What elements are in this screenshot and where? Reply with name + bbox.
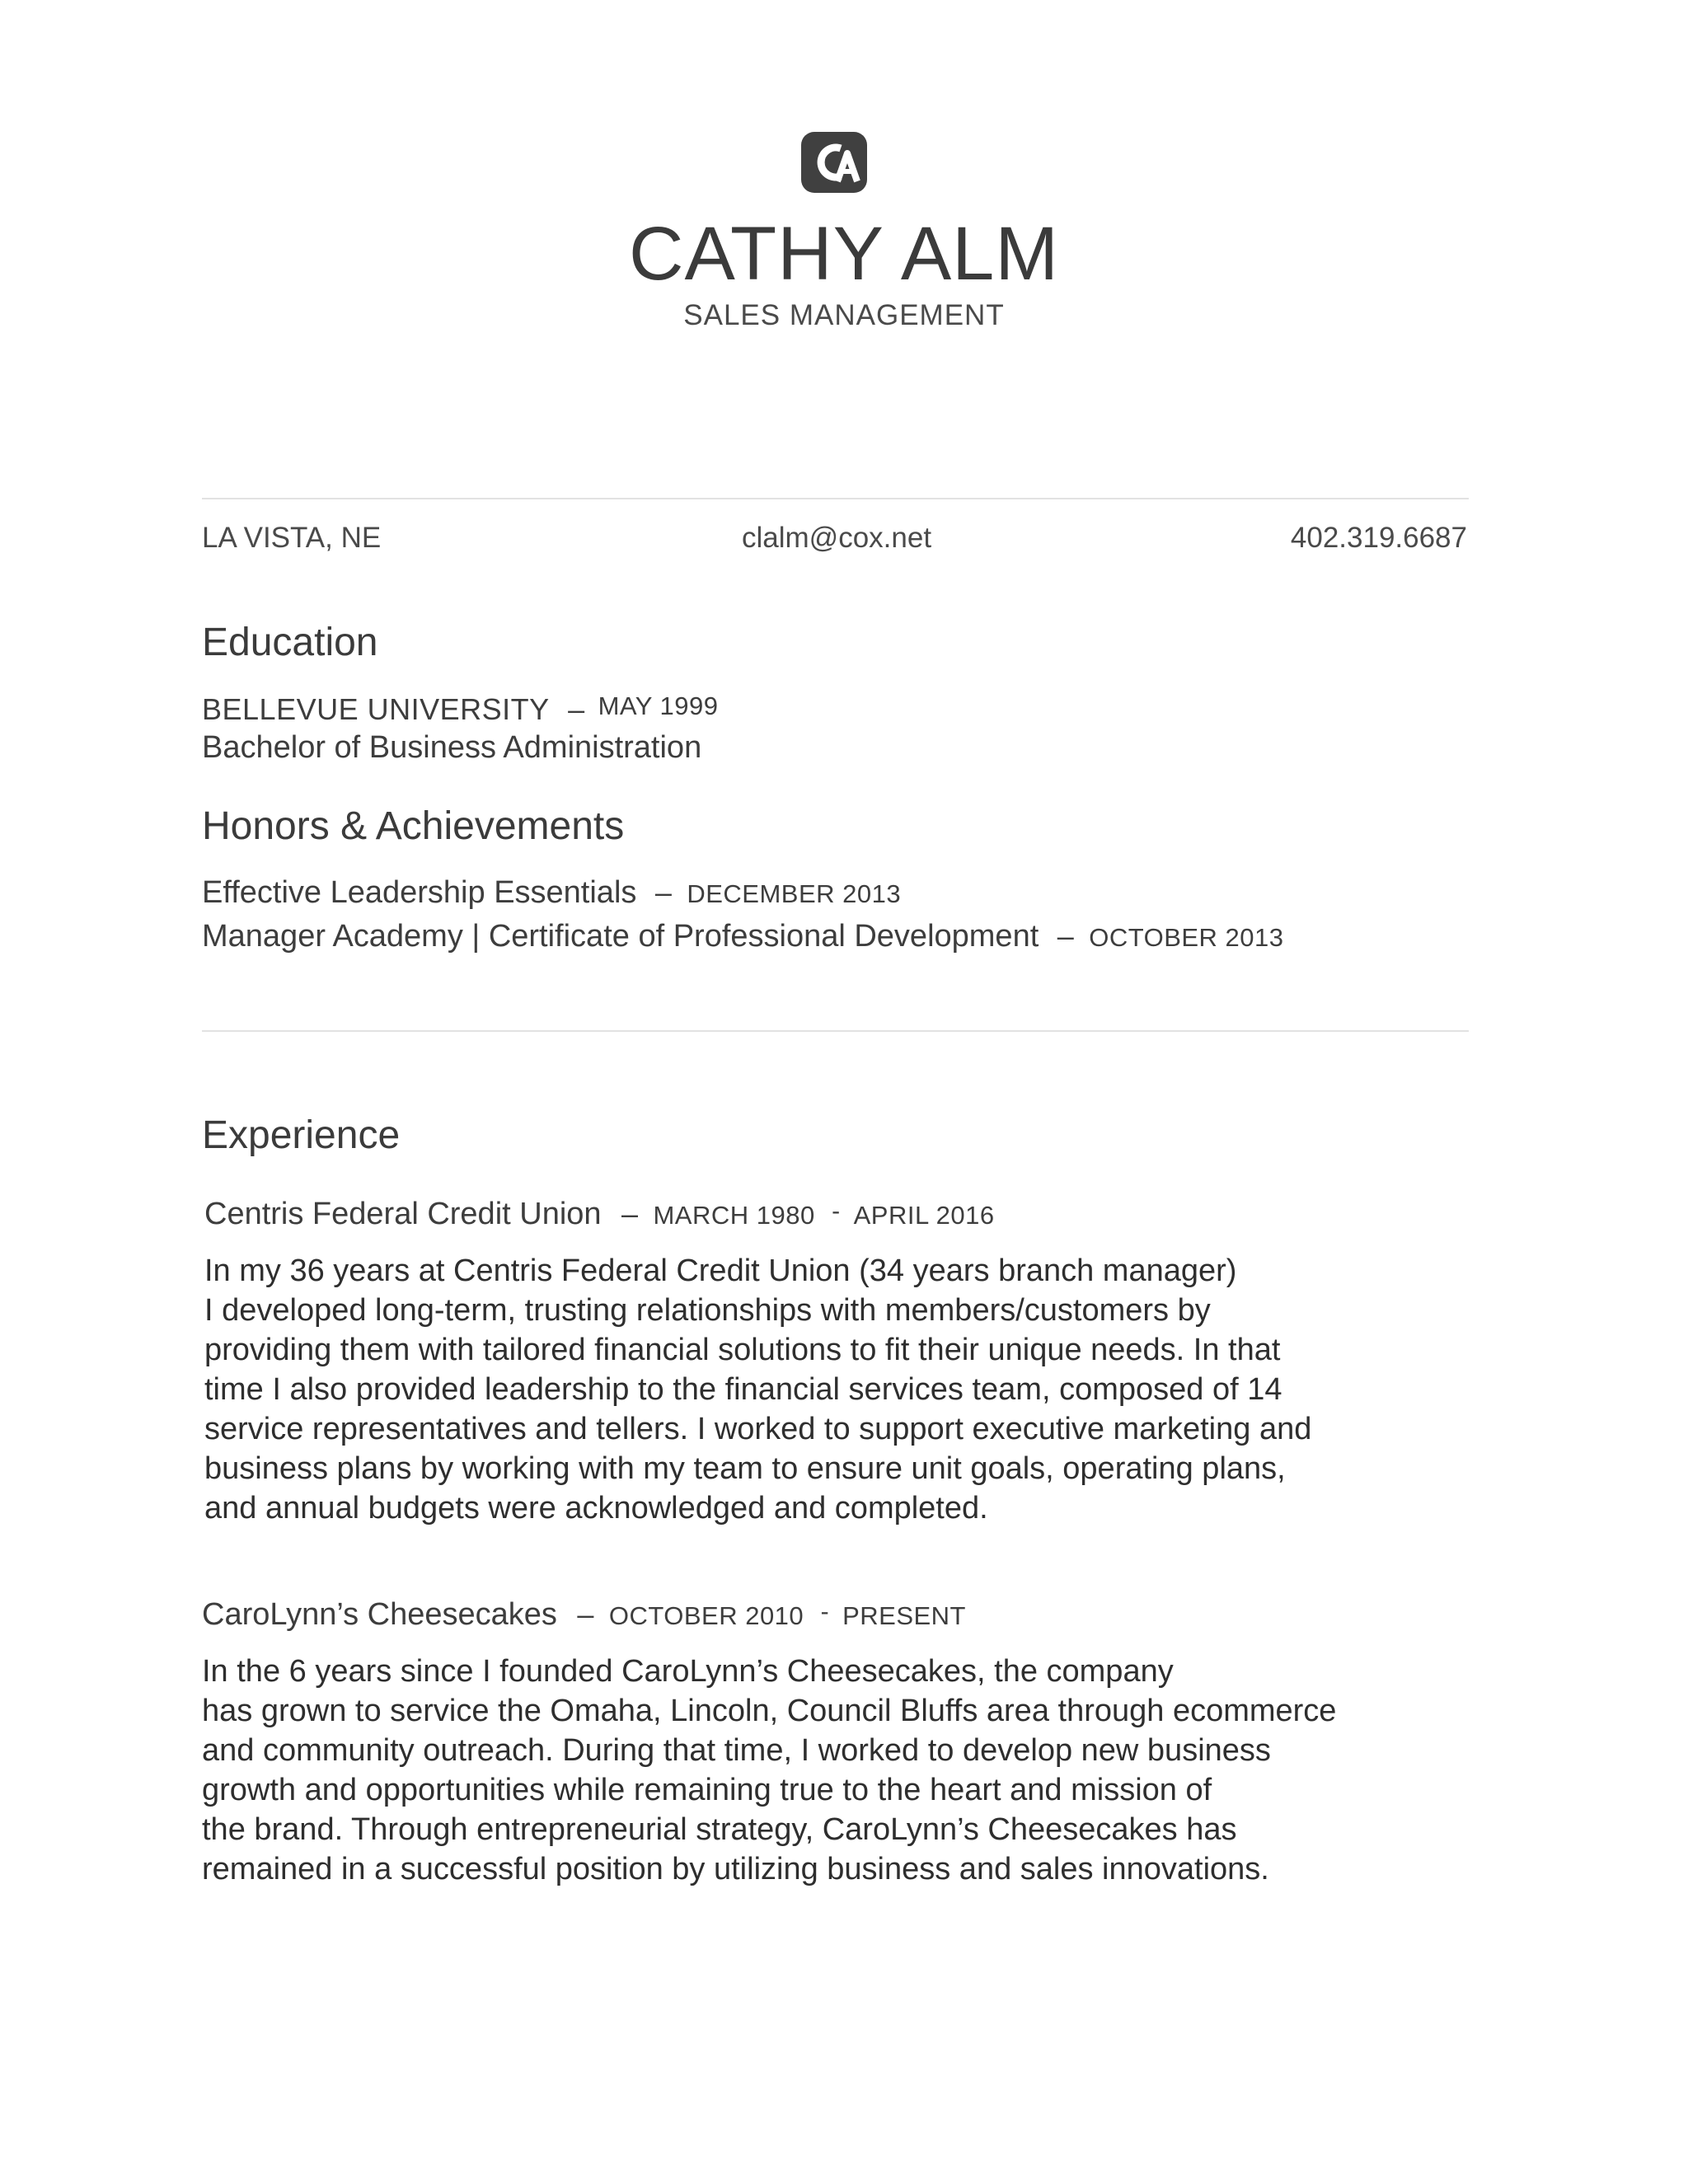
job-company: CaroLynn’s Cheesecakes: [202, 1597, 557, 1632]
honor-title: Effective Leadership Essentials: [202, 875, 637, 910]
job-description-line: service representatives and tellers. I worked to support executive marketing and: [204, 1412, 1312, 1446]
honor-date: DECEMBER 2013: [687, 879, 902, 908]
contact-phone[interactable]: 402.319.6687: [1290, 522, 1467, 554]
honor-separator: –: [654, 875, 672, 909]
experience-heading: Experience: [202, 1113, 401, 1157]
contact-email[interactable]: clalm@cox.net: [742, 522, 932, 554]
job-description-line: and annual budgets were acknowledged and completed.: [204, 1491, 988, 1526]
contact-location: LA VISTA, NE: [202, 522, 382, 554]
job-description-line: time I also provided leadership to the financial services team, composed of 14: [204, 1372, 1282, 1407]
job-start-date: MARCH 1980: [653, 1201, 815, 1230]
education-entry: [202, 691, 718, 729]
job-description-line: In my 36 years at Centris Federal Credit Union (34 years branch manager): [204, 1254, 1237, 1288]
job-description-line: providing them with tailored financial solutions to fit their unique needs. In that: [204, 1333, 1281, 1367]
job-description-line: business plans by working with my team to ensure unit goals, operating plans,: [204, 1451, 1286, 1486]
honor-separator: –: [1057, 919, 1074, 953]
job-description-line: remained in a successful position by utilizing business and sales innovations.: [202, 1852, 1269, 1886]
candidate-name: CATHY ALM: [629, 212, 1059, 296]
job-description: [202, 1652, 1336, 1889]
honors-item: [202, 874, 901, 912]
job-description-line: I developed long-term, trusting relationships with members/customers by: [204, 1293, 1211, 1328]
job-company: Centris Federal Credit Union: [204, 1197, 602, 1231]
job-end-date: PRESENT: [842, 1601, 966, 1630]
job-range-separator: -: [832, 1197, 841, 1225]
job-separator: –: [621, 1197, 639, 1230]
honor-title: Manager Academy | Certificate of Professional Development: [202, 919, 1039, 954]
education-school: BELLEVUE UNIVERSITY: [202, 692, 550, 726]
job-separator: –: [577, 1597, 594, 1631]
job-description-line: has grown to service the Omaha, Lincoln, Council Bluffs area through ecommerce: [202, 1694, 1337, 1728]
ca-monogram-icon: [801, 132, 867, 193]
job-header: [204, 1195, 995, 1233]
job-description-line: growth and opportunities while remaining true to the heart and mission of: [202, 1773, 1212, 1807]
job-description-line: the brand. Through entrepreneurial strategy, CaroLynn’s Cheesecakes has: [202, 1812, 1237, 1847]
divider-top: [202, 498, 1469, 499]
job-description-line: In the 6 years since I founded CaroLynn’s Cheesecakes, the company: [202, 1654, 1174, 1689]
job-description-line: and community outreach. During that time, I worked to develop new business: [202, 1733, 1271, 1768]
job-description: [204, 1251, 1311, 1528]
job-end-date: APRIL 2016: [853, 1201, 995, 1230]
job-header: [202, 1596, 966, 1633]
candidate-title: SALES MANAGEMENT: [683, 299, 1005, 331]
honor-date: OCTOBER 2013: [1089, 923, 1284, 952]
honors-item: [202, 917, 1284, 955]
education-separator: –: [568, 692, 585, 726]
education-degree: Bachelor of Business Administration: [202, 730, 702, 765]
honors-heading: Honors & Achievements: [202, 804, 625, 848]
job-start-date: OCTOBER 2010: [608, 1601, 804, 1630]
job-range-separator: -: [820, 1598, 829, 1625]
education-heading: Education: [202, 621, 378, 664]
education-date: MAY 1999: [598, 691, 719, 720]
divider-middle: [202, 1030, 1469, 1032]
